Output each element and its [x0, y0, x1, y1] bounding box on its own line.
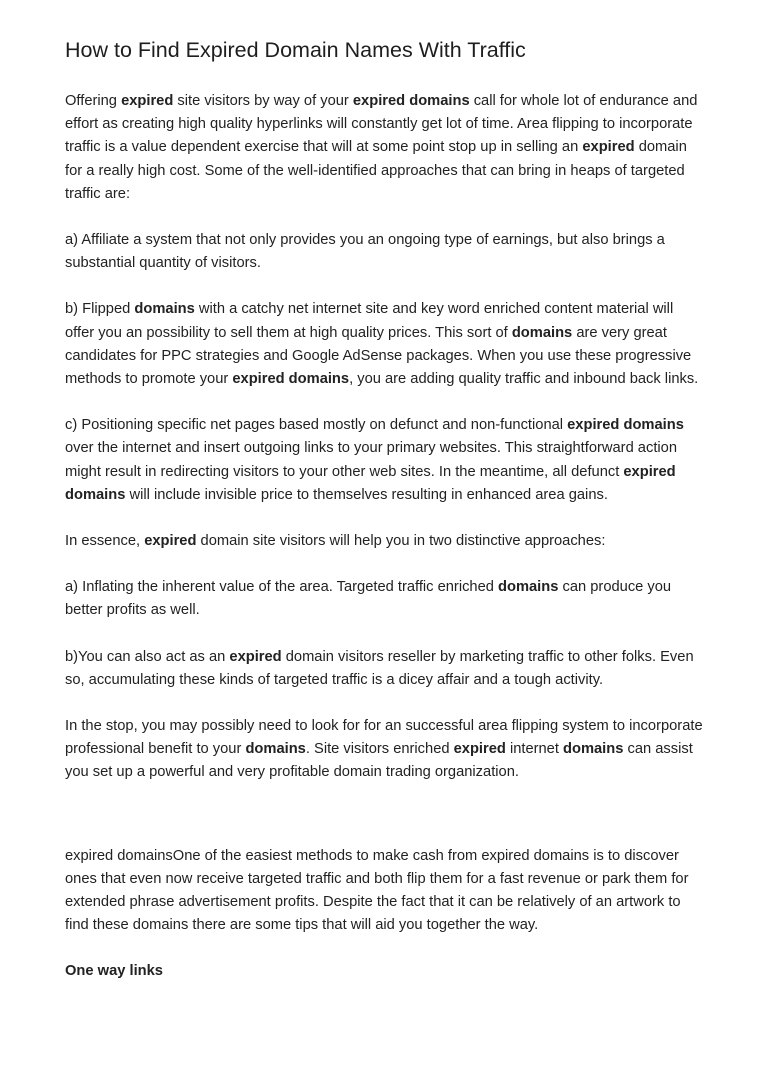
- paragraph-in-essence: In essence, expired domain site visitors will help you in two distinctive approaches:: [65, 533, 606, 550]
- paragraph-in-the-stop: In the stop, you may possibly need to look for for an successful area flipping system to incorporate professional benefit to your domains. Site visitors enriched expired internet domains can assist you set up a powerful and very profitable domain trading organization.: [65, 718, 703, 781]
- paragraph-intro: Offering expired site visitors by way of your expired domains call for whole lot of endurance and effort as creating high quality hyperlinks will constantly get lot of time. Area flipping to incorporate traffic is a value dependent exercise that will at some point stop up in selling an expired domain for a really high cost. Some of the well-identified approaches that can bring in heaps of targeted traffic are:: [65, 93, 698, 202]
- paragraph-positioning: c) Positioning specific net pages based mostly on defunct and non-functional expired domains over the internet and insert outgoing links to your primary websites. This straightforward action might result in redirecting visitors to your other web sites. In the meantime, all defunct expired domains will include invisible price to themselves resulting in enhanced area gains.: [65, 417, 684, 503]
- paragraph-affiliate: a) Affiliate a system that not only provides you an ongoing type of earnings, but also brings a substantial quantity of visitors.: [65, 232, 665, 272]
- page-title: How to Find Expired Domain Names With Traffic: [65, 38, 526, 62]
- paragraph-easiest-methods: expired domainsOne of the easiest methods to make cash from expired domains is to discover ones that even now receive targeted traffic and both flip them for a fast revenue or park them for extended phrase advertisement profits. Despite the fact that it can be relatively of an artwork to find these domains there are some tips that will aid you together the way.: [65, 847, 689, 934]
- section-heading-one-way-links: One way links: [65, 963, 163, 980]
- paragraph-flipped-domains: b) Flipped domains with a catchy net internet site and key word enriched content material will offer you an possibility to sell them at high quality prices. This sort of domains are very great candidates for PPC strategies and Google AdSense packages. When you use these progressive methods to promote your expired domains, you are adding quality traffic and inbound back links.: [65, 301, 699, 388]
- paragraph-inflating: a) Inflating the inherent value of the area. Targeted traffic enriched domains can produce you better profits as well.: [65, 579, 672, 619]
- paragraph-reseller: b)You can also act as an expired domain visitors reseller by marketing traffic to other folks. Even so, accumulating these kinds of targeted traffic is a dicey affair and a tough activity.: [65, 648, 694, 688]
